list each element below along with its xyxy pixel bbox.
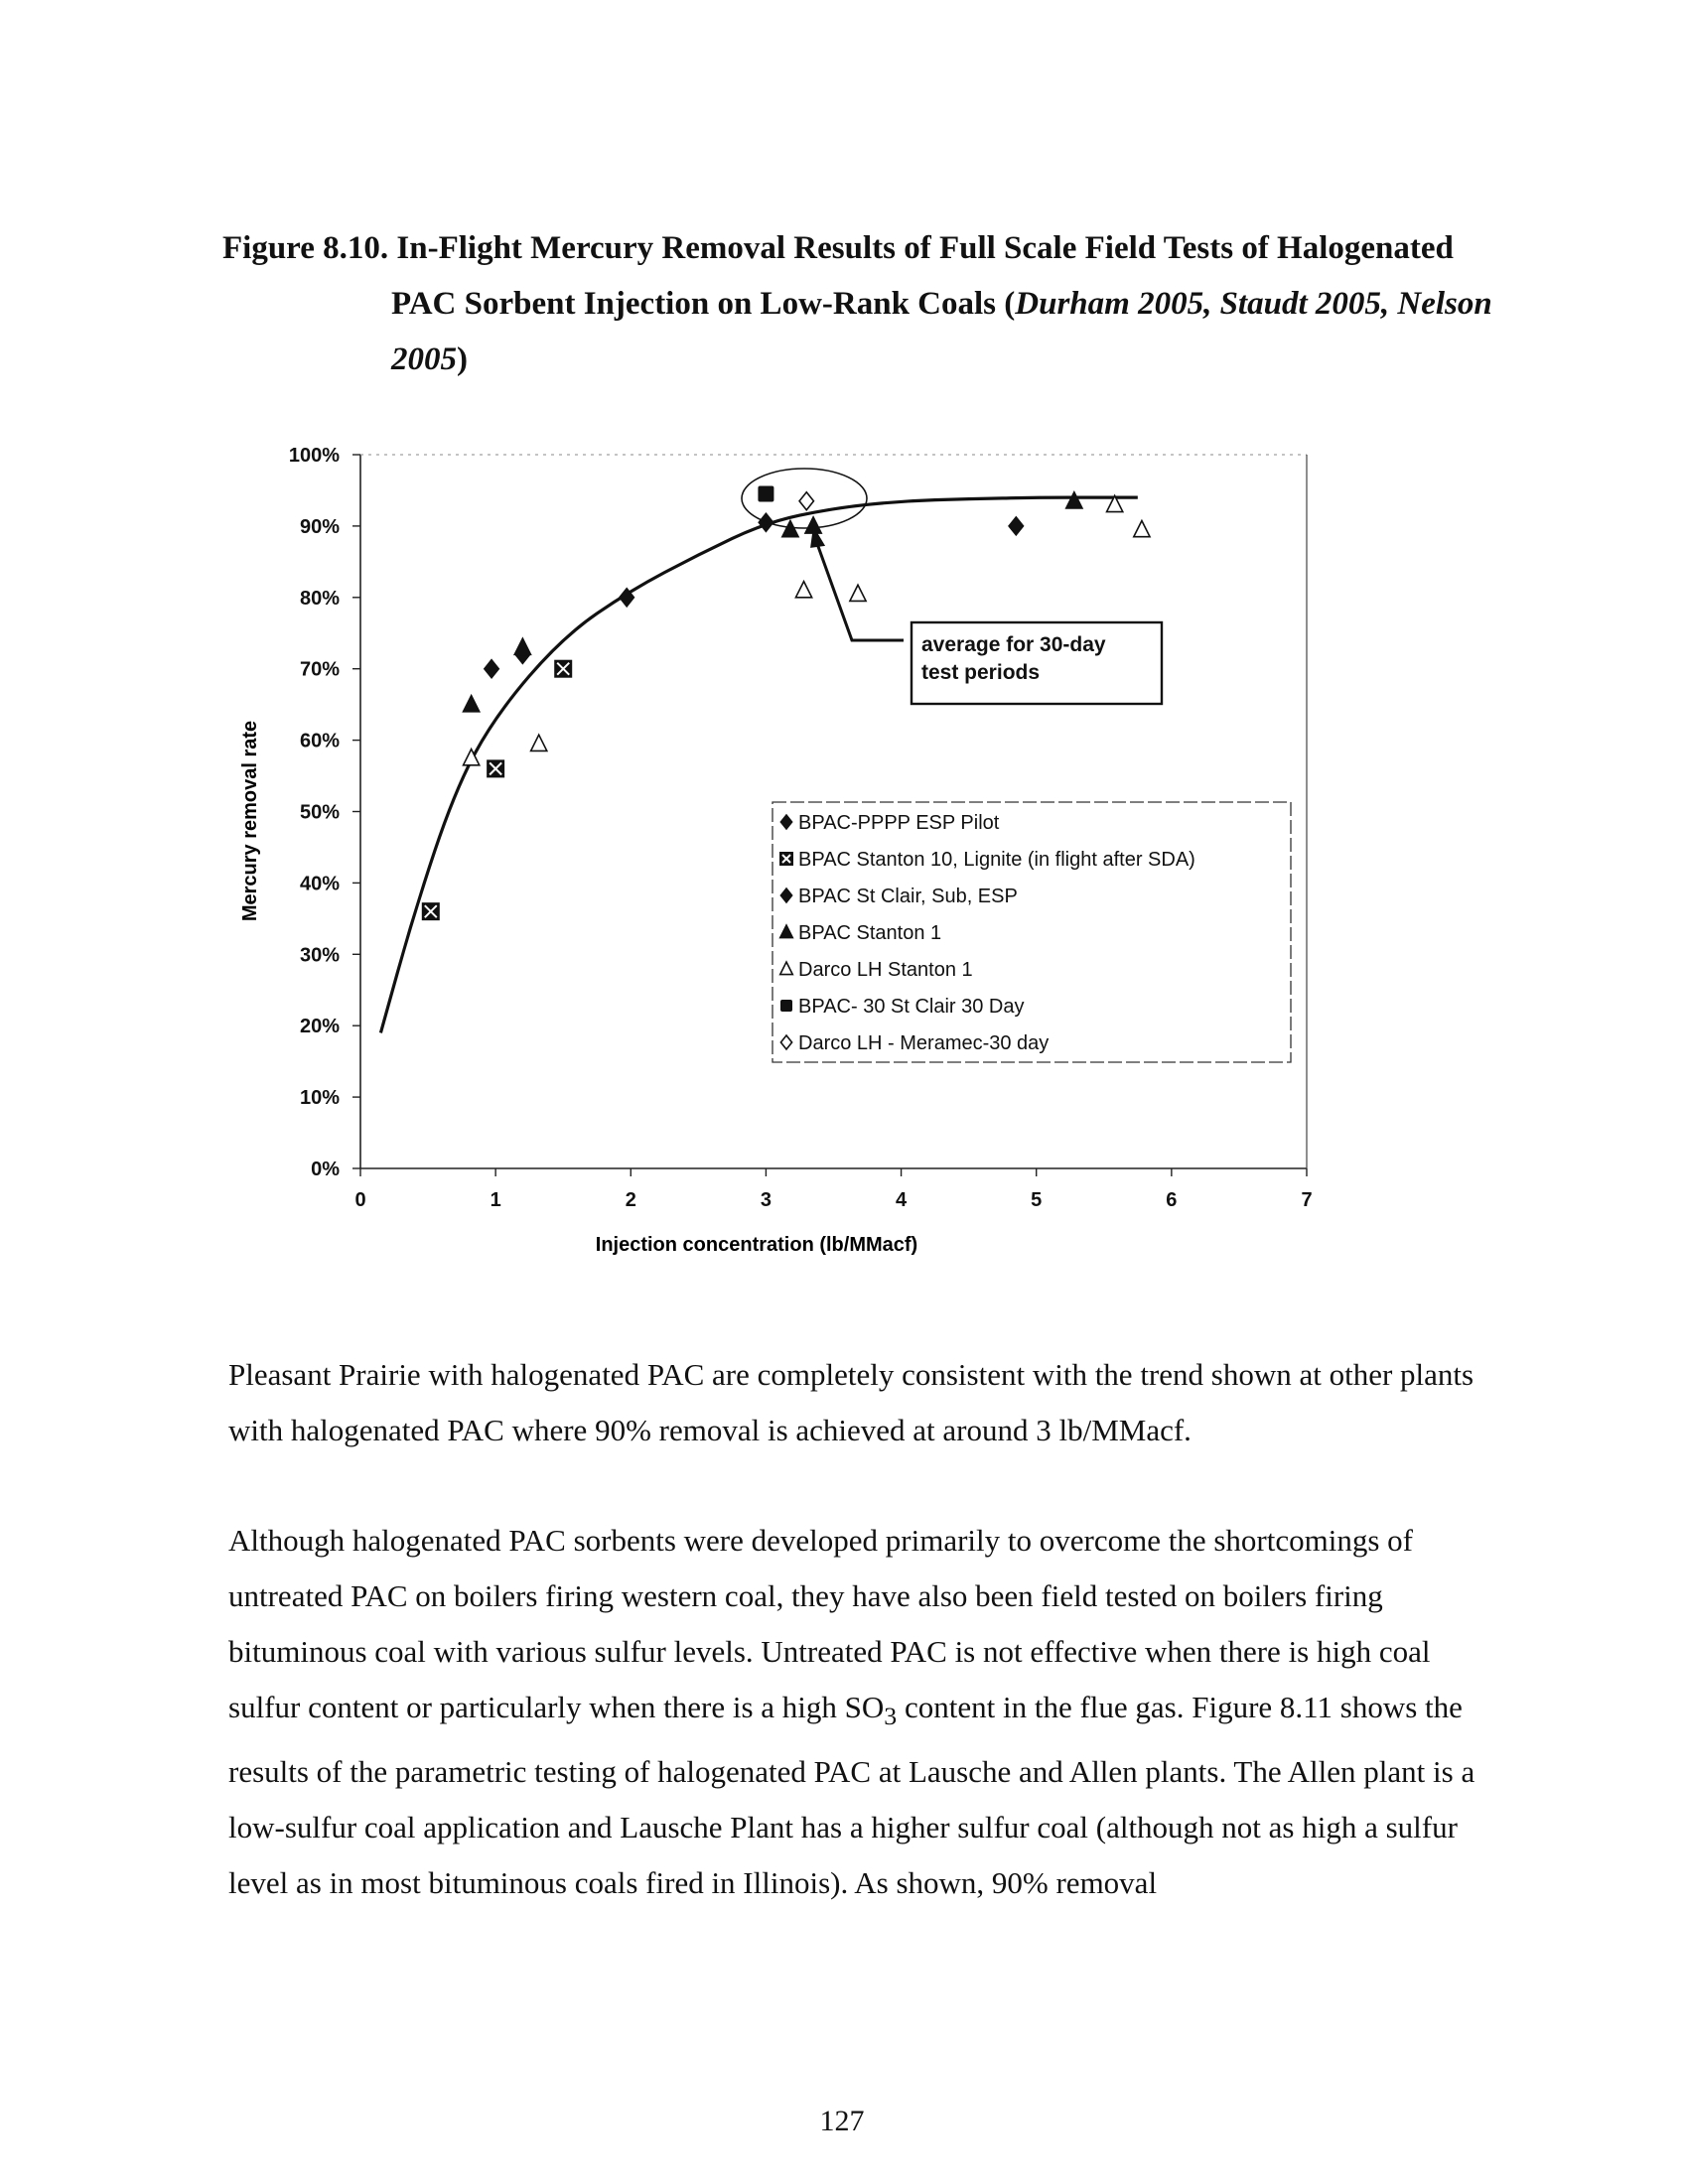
data-point-boxed-x	[487, 759, 504, 777]
y-tick-label: 40%	[299, 873, 340, 895]
y-tick-label: 90%	[299, 515, 340, 538]
y-axis-label: Mercury removal rate	[239, 720, 261, 922]
x-tick-label: 5	[1031, 1189, 1043, 1211]
callout-text-line-1: average for 30-day	[921, 633, 1106, 656]
data-point-triangle-open	[1134, 520, 1150, 536]
legend-label: Darco LH Stanton 1	[798, 959, 973, 981]
paragraph-1: Pleasant Prairie with halogenated PAC are completely consistent with the trend shown at other plants with halogenated PAC where 90% removal is achieved at around 3 lb/MMacf.	[228, 1357, 1474, 1447]
y-tick-label: 20%	[299, 1016, 340, 1038]
paragraph-2-text-b: content in the flue gas. Figure 8.11 shows the results of the parametric testing of halogenated PAC at Lausche and Allen plants. The Allen plant is a low-sulfur coal application and Lausche Plant has a higher sulfur coal (although not as high a sulfur level as in most bituminous coals fired in Illinois). As shown, 90% removal	[228, 1690, 1475, 1901]
y-tick-label: 10%	[299, 1087, 340, 1110]
legend-label: BPAC-PPPP ESP Pilot	[798, 812, 1000, 834]
data-point-diamond-open	[799, 492, 813, 510]
caption-references: Durham 2005, Staudt 2005, Nelson 2005	[391, 286, 1492, 377]
page-number: 127	[819, 2105, 865, 2137]
y-tick-label: 50%	[299, 801, 340, 824]
x-axis-label: Injection concentration (lb/MMacf)	[595, 1234, 918, 1256]
caption-title-text: PAC Sorbent Injection on Low-Rank Coals (	[391, 286, 1016, 322]
x-tick-label: 0	[354, 1189, 366, 1211]
caption-label: Figure 8.10.	[222, 230, 389, 266]
data-point-diamond	[1009, 517, 1023, 535]
legend-label: BPAC Stanton 10, Lignite (in flight after SDA)	[798, 849, 1195, 871]
data-point-triangle-open	[850, 585, 866, 601]
data-point-triangle	[782, 520, 798, 536]
paragraph-2	[228, 1513, 1509, 1911]
legend-label: BPAC Stanton 1	[798, 922, 942, 944]
callout-text-line-2: test periods	[921, 661, 1041, 684]
paragraph-2-subscript: 3	[884, 1702, 898, 1731]
x-tick-label: 1	[490, 1189, 501, 1211]
legend-marker-square	[780, 1000, 792, 1012]
y-tick-label: 60%	[299, 730, 340, 752]
legend-label: BPAC- 30 St Clair 30 Day	[798, 996, 1025, 1018]
y-tick-label: 100%	[288, 445, 340, 467]
x-tick-label: 4	[896, 1189, 908, 1211]
data-point-square	[758, 486, 773, 502]
paragraph-2-text-a: Although halogenated PAC sorbents were developed primarily to overcome the shortcomings of untreated PAC on boilers firing western coal, they have also been field tested on boilers firing bituminous coal with various sulfur levels. Untreated PAC is not effective when there is high coal sulfur content or particularly when there is a high SO	[228, 1523, 1431, 1724]
legend	[772, 802, 1291, 1062]
data-point-boxed-x	[422, 902, 440, 920]
data-point-triangle	[514, 638, 530, 654]
data-point-triangle	[1066, 492, 1082, 508]
y-tick-label: 30%	[299, 944, 340, 967]
caption-title-line-1: In-Flight Mercury Removal Results of Full Scale Field Tests of Halogenated	[396, 230, 1454, 266]
data-point-triangle	[464, 696, 480, 712]
data-point-triangle-open	[795, 582, 811, 598]
x-axis-ticks	[354, 1168, 1312, 1211]
data-point-diamond	[485, 660, 498, 678]
y-tick-label: 80%	[299, 587, 340, 610]
data-point-triangle-open	[531, 735, 547, 751]
y-tick-label: 0%	[311, 1159, 340, 1180]
data-point-boxed-x	[554, 660, 572, 678]
caption-close-paren: )	[457, 341, 468, 377]
x-tick-label: 2	[625, 1189, 636, 1211]
legend-label: BPAC St Clair, Sub, ESP	[798, 886, 1018, 907]
x-tick-label: 3	[760, 1189, 772, 1211]
legend-marker-boxed-x	[779, 852, 793, 866]
y-tick-label: 70%	[299, 658, 340, 681]
x-tick-label: 6	[1166, 1189, 1178, 1211]
legend-label: Darco LH - Meramec-30 day	[798, 1032, 1050, 1054]
x-tick-label: 7	[1301, 1189, 1313, 1211]
y-axis-ticks	[289, 445, 360, 1180]
